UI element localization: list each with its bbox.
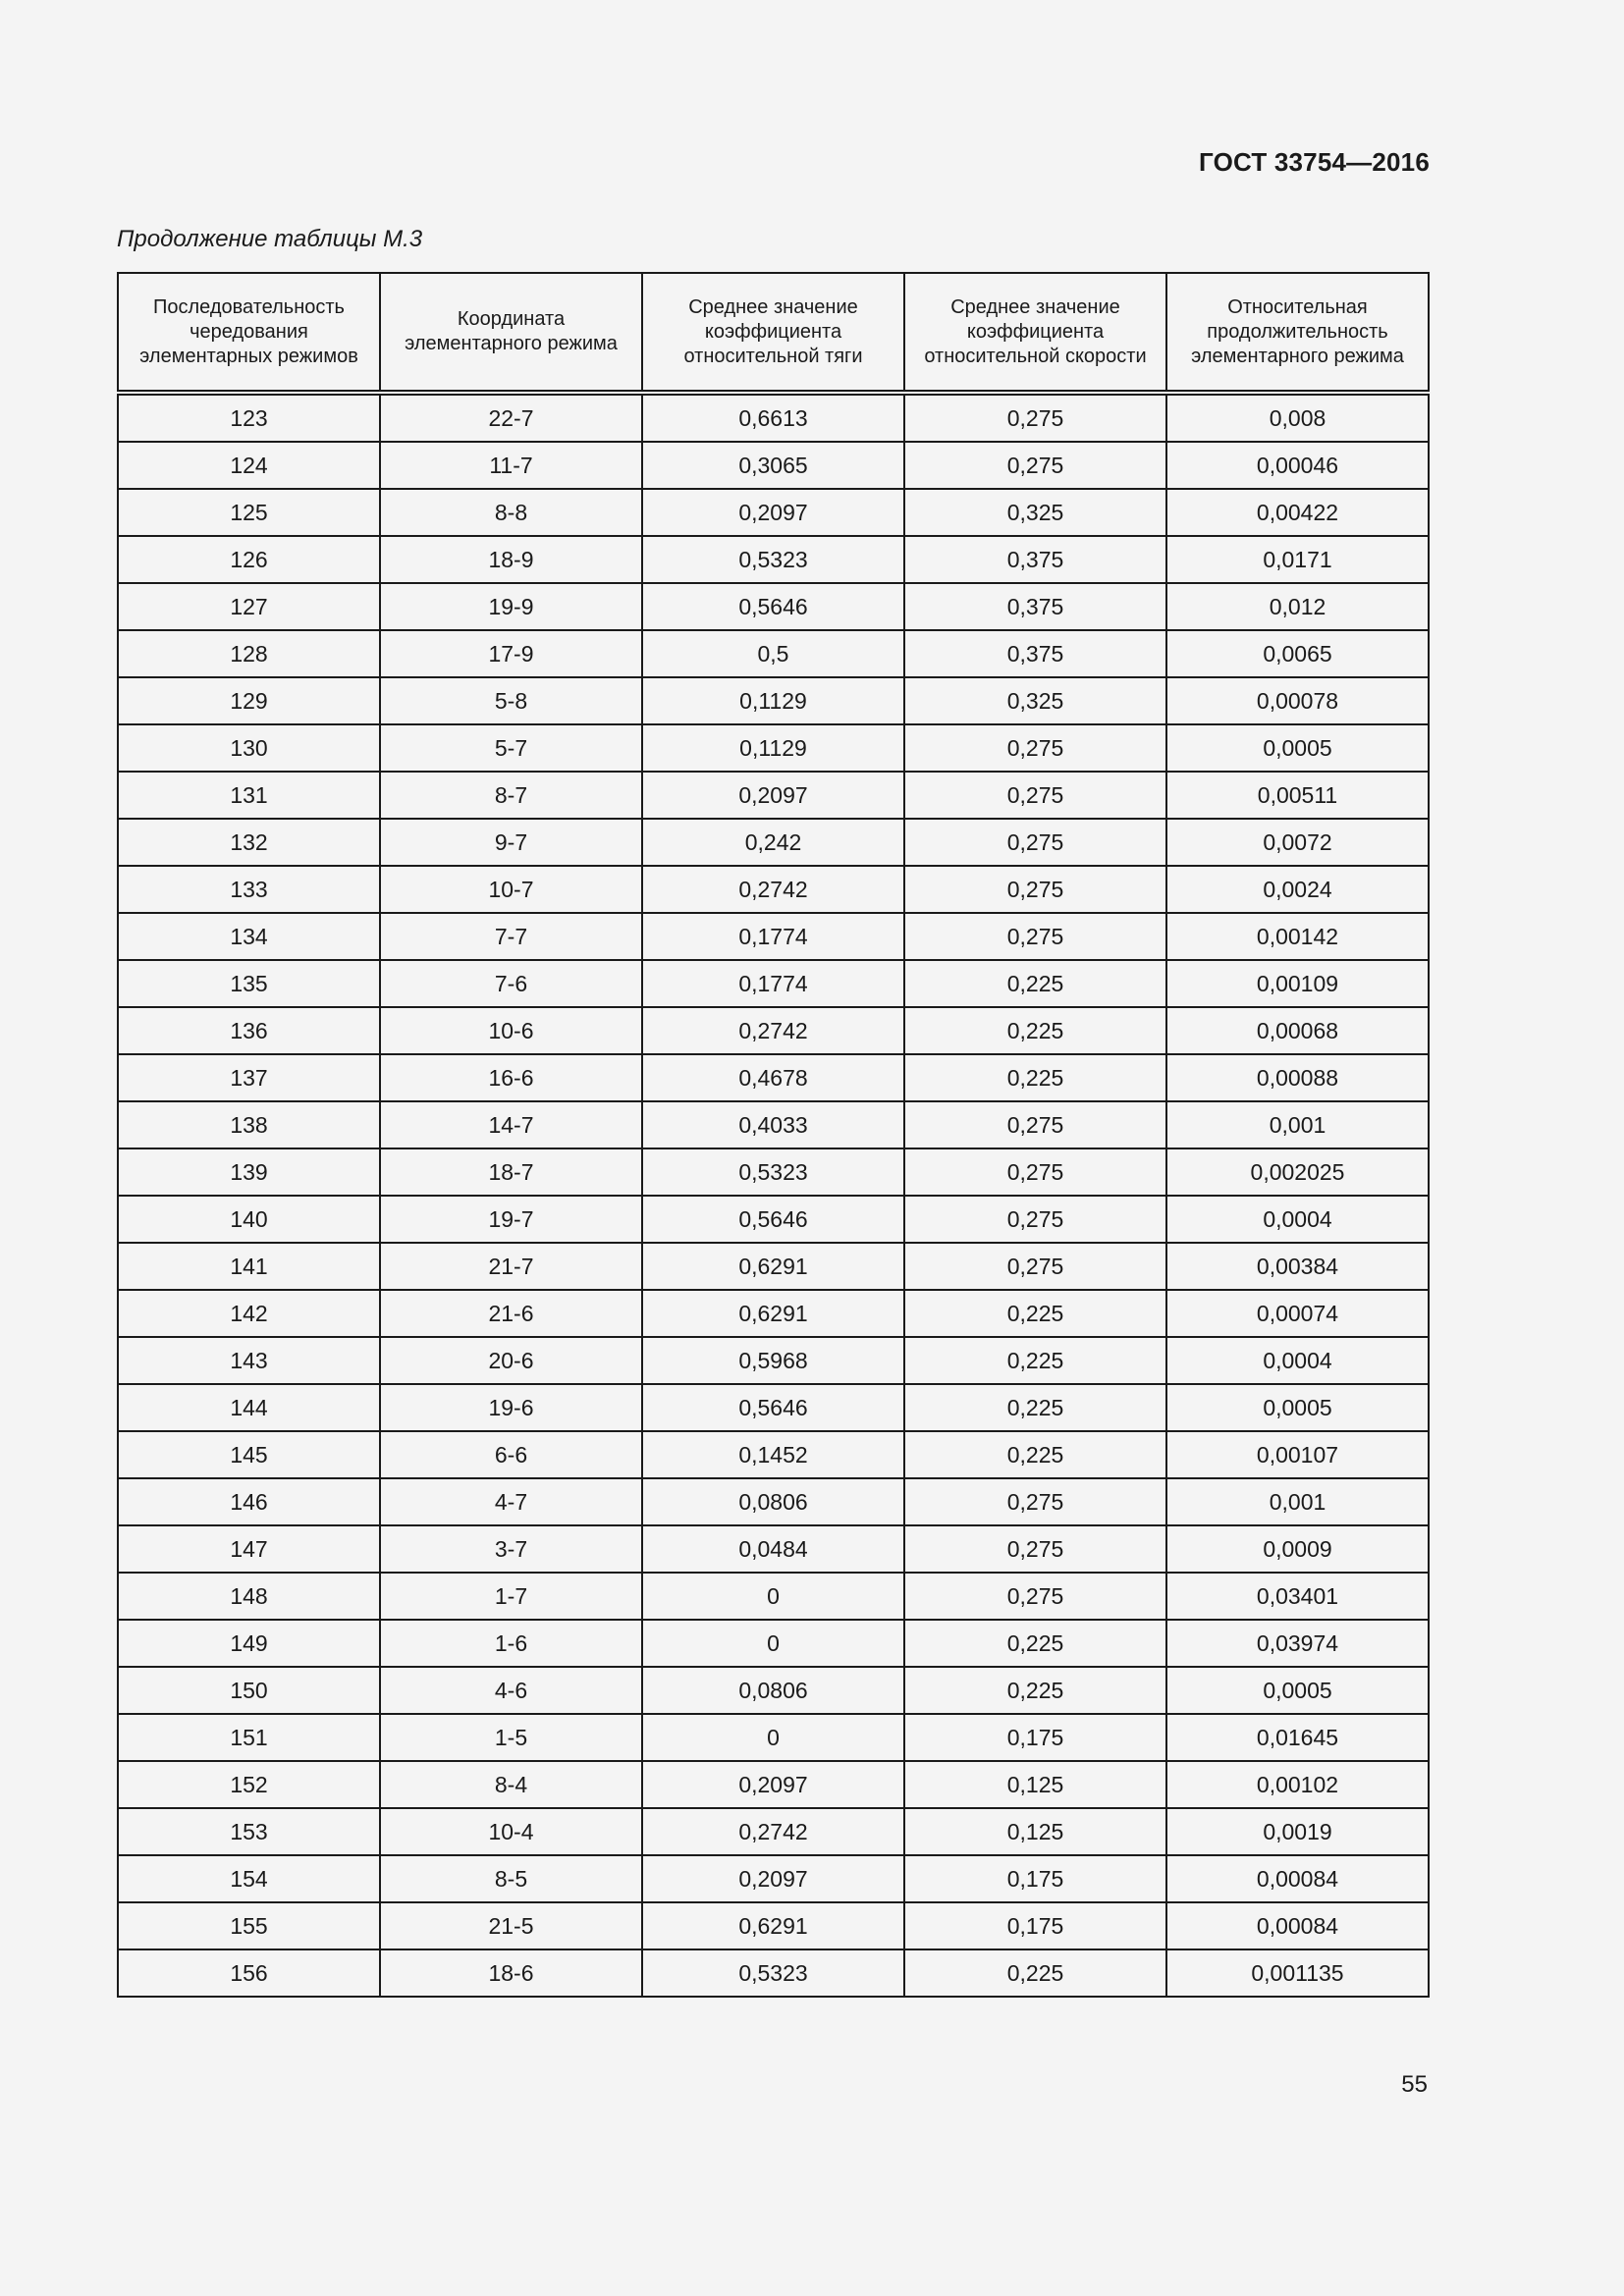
cell-sequence: 139 bbox=[118, 1148, 380, 1196]
table-row bbox=[118, 442, 1429, 489]
cell-thrust-coefficient: 0,242 bbox=[642, 819, 904, 866]
cell-relative-duration: 0,00084 bbox=[1166, 1902, 1429, 1949]
cell-thrust-coefficient: 0,5323 bbox=[642, 1148, 904, 1196]
cell-coordinate: 4-6 bbox=[380, 1667, 642, 1714]
table-row bbox=[118, 960, 1429, 1007]
table-row bbox=[118, 1902, 1429, 1949]
cell-relative-duration: 0,00109 bbox=[1166, 960, 1429, 1007]
cell-relative-duration: 0,0019 bbox=[1166, 1808, 1429, 1855]
cell-sequence: 126 bbox=[118, 536, 380, 583]
cell-sequence: 145 bbox=[118, 1431, 380, 1478]
table-row bbox=[118, 583, 1429, 630]
cell-thrust-coefficient: 0,2742 bbox=[642, 866, 904, 913]
cell-relative-duration: 0,001 bbox=[1166, 1101, 1429, 1148]
cell-relative-duration: 0,0004 bbox=[1166, 1337, 1429, 1384]
cell-coordinate: 17-9 bbox=[380, 630, 642, 677]
table-row bbox=[118, 724, 1429, 772]
data-table-container bbox=[117, 272, 1430, 1998]
cell-sequence: 154 bbox=[118, 1855, 380, 1902]
cell-sequence: 138 bbox=[118, 1101, 380, 1148]
cell-relative-duration: 0,012 bbox=[1166, 583, 1429, 630]
cell-speed-coefficient: 0,275 bbox=[904, 1148, 1166, 1196]
cell-sequence: 128 bbox=[118, 630, 380, 677]
cell-thrust-coefficient: 0,0806 bbox=[642, 1478, 904, 1525]
cell-speed-coefficient: 0,275 bbox=[904, 1573, 1166, 1620]
cell-relative-duration: 0,00102 bbox=[1166, 1761, 1429, 1808]
cell-thrust-coefficient: 0,1774 bbox=[642, 960, 904, 1007]
table-row bbox=[118, 1808, 1429, 1855]
cell-coordinate: 8-8 bbox=[380, 489, 642, 536]
table-row bbox=[118, 866, 1429, 913]
cell-speed-coefficient: 0,225 bbox=[904, 1620, 1166, 1667]
cell-thrust-coefficient: 0,2097 bbox=[642, 489, 904, 536]
cell-sequence: 124 bbox=[118, 442, 380, 489]
table-row bbox=[118, 677, 1429, 724]
cell-thrust-coefficient: 0,5646 bbox=[642, 583, 904, 630]
cell-thrust-coefficient: 0 bbox=[642, 1620, 904, 1667]
cell-thrust-coefficient: 0 bbox=[642, 1573, 904, 1620]
document-standard-code: ГОСТ 33754—2016 bbox=[1199, 147, 1430, 177]
cell-thrust-coefficient: 0,4033 bbox=[642, 1101, 904, 1148]
cell-speed-coefficient: 0,275 bbox=[904, 442, 1166, 489]
cell-coordinate: 7-7 bbox=[380, 913, 642, 960]
table-row bbox=[118, 536, 1429, 583]
cell-sequence: 152 bbox=[118, 1761, 380, 1808]
cell-relative-duration: 0,0004 bbox=[1166, 1196, 1429, 1243]
cell-coordinate: 8-4 bbox=[380, 1761, 642, 1808]
cell-speed-coefficient: 0,225 bbox=[904, 1949, 1166, 1997]
cell-thrust-coefficient: 0,6291 bbox=[642, 1243, 904, 1290]
cell-thrust-coefficient: 0,6613 bbox=[642, 393, 904, 442]
cell-thrust-coefficient: 0,2742 bbox=[642, 1808, 904, 1855]
cell-coordinate: 11-7 bbox=[380, 442, 642, 489]
cell-speed-coefficient: 0,275 bbox=[904, 1196, 1166, 1243]
cell-sequence: 156 bbox=[118, 1949, 380, 1997]
cell-sequence: 150 bbox=[118, 1667, 380, 1714]
table-row bbox=[118, 630, 1429, 677]
table-row bbox=[118, 1949, 1429, 1997]
cell-sequence: 141 bbox=[118, 1243, 380, 1290]
cell-thrust-coefficient: 0,5 bbox=[642, 630, 904, 677]
cell-sequence: 144 bbox=[118, 1384, 380, 1431]
cell-sequence: 140 bbox=[118, 1196, 380, 1243]
table-row bbox=[118, 1007, 1429, 1054]
cell-thrust-coefficient: 0 bbox=[642, 1714, 904, 1761]
cell-coordinate: 18-6 bbox=[380, 1949, 642, 1997]
cell-sequence: 125 bbox=[118, 489, 380, 536]
cell-speed-coefficient: 0,225 bbox=[904, 1054, 1166, 1101]
cell-speed-coefficient: 0,275 bbox=[904, 913, 1166, 960]
column-header-sequence: Последовательность чередования элементарных режимов bbox=[118, 273, 380, 393]
table-row bbox=[118, 1337, 1429, 1384]
cell-relative-duration: 0,01645 bbox=[1166, 1714, 1429, 1761]
cell-sequence: 146 bbox=[118, 1478, 380, 1525]
page-number: 55 bbox=[1401, 2071, 1428, 2098]
cell-speed-coefficient: 0,275 bbox=[904, 1101, 1166, 1148]
cell-coordinate: 1-6 bbox=[380, 1620, 642, 1667]
cell-speed-coefficient: 0,275 bbox=[904, 866, 1166, 913]
cell-sequence: 142 bbox=[118, 1290, 380, 1337]
cell-thrust-coefficient: 0,5646 bbox=[642, 1384, 904, 1431]
cell-coordinate: 6-6 bbox=[380, 1431, 642, 1478]
cell-sequence: 155 bbox=[118, 1902, 380, 1949]
cell-coordinate: 20-6 bbox=[380, 1337, 642, 1384]
cell-speed-coefficient: 0,275 bbox=[904, 1243, 1166, 1290]
cell-speed-coefficient: 0,375 bbox=[904, 536, 1166, 583]
cell-coordinate: 22-7 bbox=[380, 393, 642, 442]
table-row bbox=[118, 1243, 1429, 1290]
cell-sequence: 136 bbox=[118, 1007, 380, 1054]
cell-coordinate: 21-6 bbox=[380, 1290, 642, 1337]
cell-thrust-coefficient: 0,1129 bbox=[642, 677, 904, 724]
cell-coordinate: 19-7 bbox=[380, 1196, 642, 1243]
table-row bbox=[118, 1667, 1429, 1714]
column-header-coordinate: Координата элементарного режима bbox=[380, 273, 642, 393]
cell-coordinate: 5-8 bbox=[380, 677, 642, 724]
cell-relative-duration: 0,00084 bbox=[1166, 1855, 1429, 1902]
table-row bbox=[118, 1101, 1429, 1148]
cell-coordinate: 19-9 bbox=[380, 583, 642, 630]
cell-thrust-coefficient: 0,3065 bbox=[642, 442, 904, 489]
table-row bbox=[118, 393, 1429, 442]
table-row bbox=[118, 1290, 1429, 1337]
cell-speed-coefficient: 0,275 bbox=[904, 1525, 1166, 1573]
table-header bbox=[118, 273, 1429, 393]
cell-speed-coefficient: 0,275 bbox=[904, 724, 1166, 772]
cell-sequence: 149 bbox=[118, 1620, 380, 1667]
cell-speed-coefficient: 0,225 bbox=[904, 1007, 1166, 1054]
cell-relative-duration: 0,0072 bbox=[1166, 819, 1429, 866]
cell-speed-coefficient: 0,325 bbox=[904, 489, 1166, 536]
cell-relative-duration: 0,00074 bbox=[1166, 1290, 1429, 1337]
cell-relative-duration: 0,00422 bbox=[1166, 489, 1429, 536]
data-table bbox=[117, 272, 1430, 1998]
cell-relative-duration: 0,0005 bbox=[1166, 1384, 1429, 1431]
cell-relative-duration: 0,00511 bbox=[1166, 772, 1429, 819]
cell-sequence: 148 bbox=[118, 1573, 380, 1620]
cell-relative-duration: 0,00088 bbox=[1166, 1054, 1429, 1101]
cell-relative-duration: 0,002025 bbox=[1166, 1148, 1429, 1196]
table-row bbox=[118, 1855, 1429, 1902]
cell-coordinate: 10-6 bbox=[380, 1007, 642, 1054]
cell-speed-coefficient: 0,125 bbox=[904, 1761, 1166, 1808]
cell-speed-coefficient: 0,275 bbox=[904, 772, 1166, 819]
cell-coordinate: 21-7 bbox=[380, 1243, 642, 1290]
cell-thrust-coefficient: 0,2097 bbox=[642, 1855, 904, 1902]
cell-thrust-coefficient: 0,1774 bbox=[642, 913, 904, 960]
cell-thrust-coefficient: 0,0806 bbox=[642, 1667, 904, 1714]
table-row bbox=[118, 1431, 1429, 1478]
cell-sequence: 133 bbox=[118, 866, 380, 913]
cell-thrust-coefficient: 0,2097 bbox=[642, 772, 904, 819]
cell-sequence: 147 bbox=[118, 1525, 380, 1573]
cell-thrust-coefficient: 0,5968 bbox=[642, 1337, 904, 1384]
cell-speed-coefficient: 0,225 bbox=[904, 960, 1166, 1007]
cell-coordinate: 1-5 bbox=[380, 1714, 642, 1761]
table-row bbox=[118, 772, 1429, 819]
cell-coordinate: 1-7 bbox=[380, 1573, 642, 1620]
table-body bbox=[118, 393, 1429, 1997]
table-row bbox=[118, 1384, 1429, 1431]
cell-speed-coefficient: 0,325 bbox=[904, 677, 1166, 724]
cell-relative-duration: 0,03974 bbox=[1166, 1620, 1429, 1667]
cell-relative-duration: 0,00078 bbox=[1166, 677, 1429, 724]
cell-coordinate: 10-4 bbox=[380, 1808, 642, 1855]
cell-speed-coefficient: 0,175 bbox=[904, 1714, 1166, 1761]
cell-coordinate: 5-7 bbox=[380, 724, 642, 772]
cell-sequence: 143 bbox=[118, 1337, 380, 1384]
cell-coordinate: 18-7 bbox=[380, 1148, 642, 1196]
cell-sequence: 135 bbox=[118, 960, 380, 1007]
table-row bbox=[118, 1196, 1429, 1243]
table-header-row bbox=[118, 273, 1429, 393]
cell-speed-coefficient: 0,275 bbox=[904, 819, 1166, 866]
cell-relative-duration: 0,0009 bbox=[1166, 1525, 1429, 1573]
cell-relative-duration: 0,0005 bbox=[1166, 724, 1429, 772]
cell-sequence: 123 bbox=[118, 393, 380, 442]
cell-relative-duration: 0,0065 bbox=[1166, 630, 1429, 677]
cell-relative-duration: 0,0024 bbox=[1166, 866, 1429, 913]
cell-speed-coefficient: 0,175 bbox=[904, 1855, 1166, 1902]
cell-relative-duration: 0,0171 bbox=[1166, 536, 1429, 583]
cell-relative-duration: 0,008 bbox=[1166, 393, 1429, 442]
cell-thrust-coefficient: 0,5646 bbox=[642, 1196, 904, 1243]
cell-thrust-coefficient: 0,5323 bbox=[642, 536, 904, 583]
column-header-speed-coefficient: Среднее значение коэффициента относительной скорости bbox=[904, 273, 1166, 393]
table-row bbox=[118, 819, 1429, 866]
cell-thrust-coefficient: 0,1452 bbox=[642, 1431, 904, 1478]
table-row bbox=[118, 1573, 1429, 1620]
cell-coordinate: 16-6 bbox=[380, 1054, 642, 1101]
cell-thrust-coefficient: 0,4678 bbox=[642, 1054, 904, 1101]
table-row bbox=[118, 1148, 1429, 1196]
cell-sequence: 127 bbox=[118, 583, 380, 630]
cell-coordinate: 3-7 bbox=[380, 1525, 642, 1573]
cell-coordinate: 14-7 bbox=[380, 1101, 642, 1148]
cell-coordinate: 19-6 bbox=[380, 1384, 642, 1431]
cell-thrust-coefficient: 0,1129 bbox=[642, 724, 904, 772]
table-row bbox=[118, 1761, 1429, 1808]
cell-speed-coefficient: 0,175 bbox=[904, 1902, 1166, 1949]
cell-relative-duration: 0,0005 bbox=[1166, 1667, 1429, 1714]
cell-speed-coefficient: 0,125 bbox=[904, 1808, 1166, 1855]
cell-coordinate: 4-7 bbox=[380, 1478, 642, 1525]
table-row bbox=[118, 1525, 1429, 1573]
cell-coordinate: 8-5 bbox=[380, 1855, 642, 1902]
cell-speed-coefficient: 0,375 bbox=[904, 630, 1166, 677]
cell-speed-coefficient: 0,275 bbox=[904, 393, 1166, 442]
cell-relative-duration: 0,00142 bbox=[1166, 913, 1429, 960]
cell-sequence: 130 bbox=[118, 724, 380, 772]
cell-thrust-coefficient: 0,5323 bbox=[642, 1949, 904, 1997]
table-caption: Продолжение таблицы М.3 bbox=[117, 226, 423, 252]
cell-relative-duration: 0,001135 bbox=[1166, 1949, 1429, 1997]
cell-speed-coefficient: 0,225 bbox=[904, 1384, 1166, 1431]
cell-relative-duration: 0,00046 bbox=[1166, 442, 1429, 489]
cell-speed-coefficient: 0,275 bbox=[904, 1478, 1166, 1525]
column-header-relative-duration: Относительная продолжительность элементарного режима bbox=[1166, 273, 1429, 393]
cell-speed-coefficient: 0,225 bbox=[904, 1290, 1166, 1337]
table-row bbox=[118, 1620, 1429, 1667]
cell-thrust-coefficient: 0,2097 bbox=[642, 1761, 904, 1808]
cell-relative-duration: 0,001 bbox=[1166, 1478, 1429, 1525]
table-row bbox=[118, 1054, 1429, 1101]
cell-relative-duration: 0,00068 bbox=[1166, 1007, 1429, 1054]
cell-coordinate: 18-9 bbox=[380, 536, 642, 583]
cell-thrust-coefficient: 0,6291 bbox=[642, 1290, 904, 1337]
cell-coordinate: 7-6 bbox=[380, 960, 642, 1007]
cell-relative-duration: 0,00384 bbox=[1166, 1243, 1429, 1290]
cell-speed-coefficient: 0,225 bbox=[904, 1337, 1166, 1384]
column-header-thrust-coefficient: Среднее значение коэффициента относительной тяги bbox=[642, 273, 904, 393]
cell-speed-coefficient: 0,225 bbox=[904, 1431, 1166, 1478]
cell-thrust-coefficient: 0,0484 bbox=[642, 1525, 904, 1573]
table-row bbox=[118, 913, 1429, 960]
cell-coordinate: 21-5 bbox=[380, 1902, 642, 1949]
table-row bbox=[118, 489, 1429, 536]
cell-sequence: 137 bbox=[118, 1054, 380, 1101]
cell-coordinate: 8-7 bbox=[380, 772, 642, 819]
table-row bbox=[118, 1714, 1429, 1761]
cell-sequence: 129 bbox=[118, 677, 380, 724]
cell-coordinate: 10-7 bbox=[380, 866, 642, 913]
cell-sequence: 151 bbox=[118, 1714, 380, 1761]
cell-thrust-coefficient: 0,2742 bbox=[642, 1007, 904, 1054]
cell-thrust-coefficient: 0,6291 bbox=[642, 1902, 904, 1949]
cell-sequence: 132 bbox=[118, 819, 380, 866]
cell-sequence: 153 bbox=[118, 1808, 380, 1855]
table-row bbox=[118, 1478, 1429, 1525]
cell-relative-duration: 0,03401 bbox=[1166, 1573, 1429, 1620]
cell-sequence: 131 bbox=[118, 772, 380, 819]
cell-speed-coefficient: 0,375 bbox=[904, 583, 1166, 630]
cell-sequence: 134 bbox=[118, 913, 380, 960]
cell-speed-coefficient: 0,225 bbox=[904, 1667, 1166, 1714]
cell-coordinate: 9-7 bbox=[380, 819, 642, 866]
cell-relative-duration: 0,00107 bbox=[1166, 1431, 1429, 1478]
